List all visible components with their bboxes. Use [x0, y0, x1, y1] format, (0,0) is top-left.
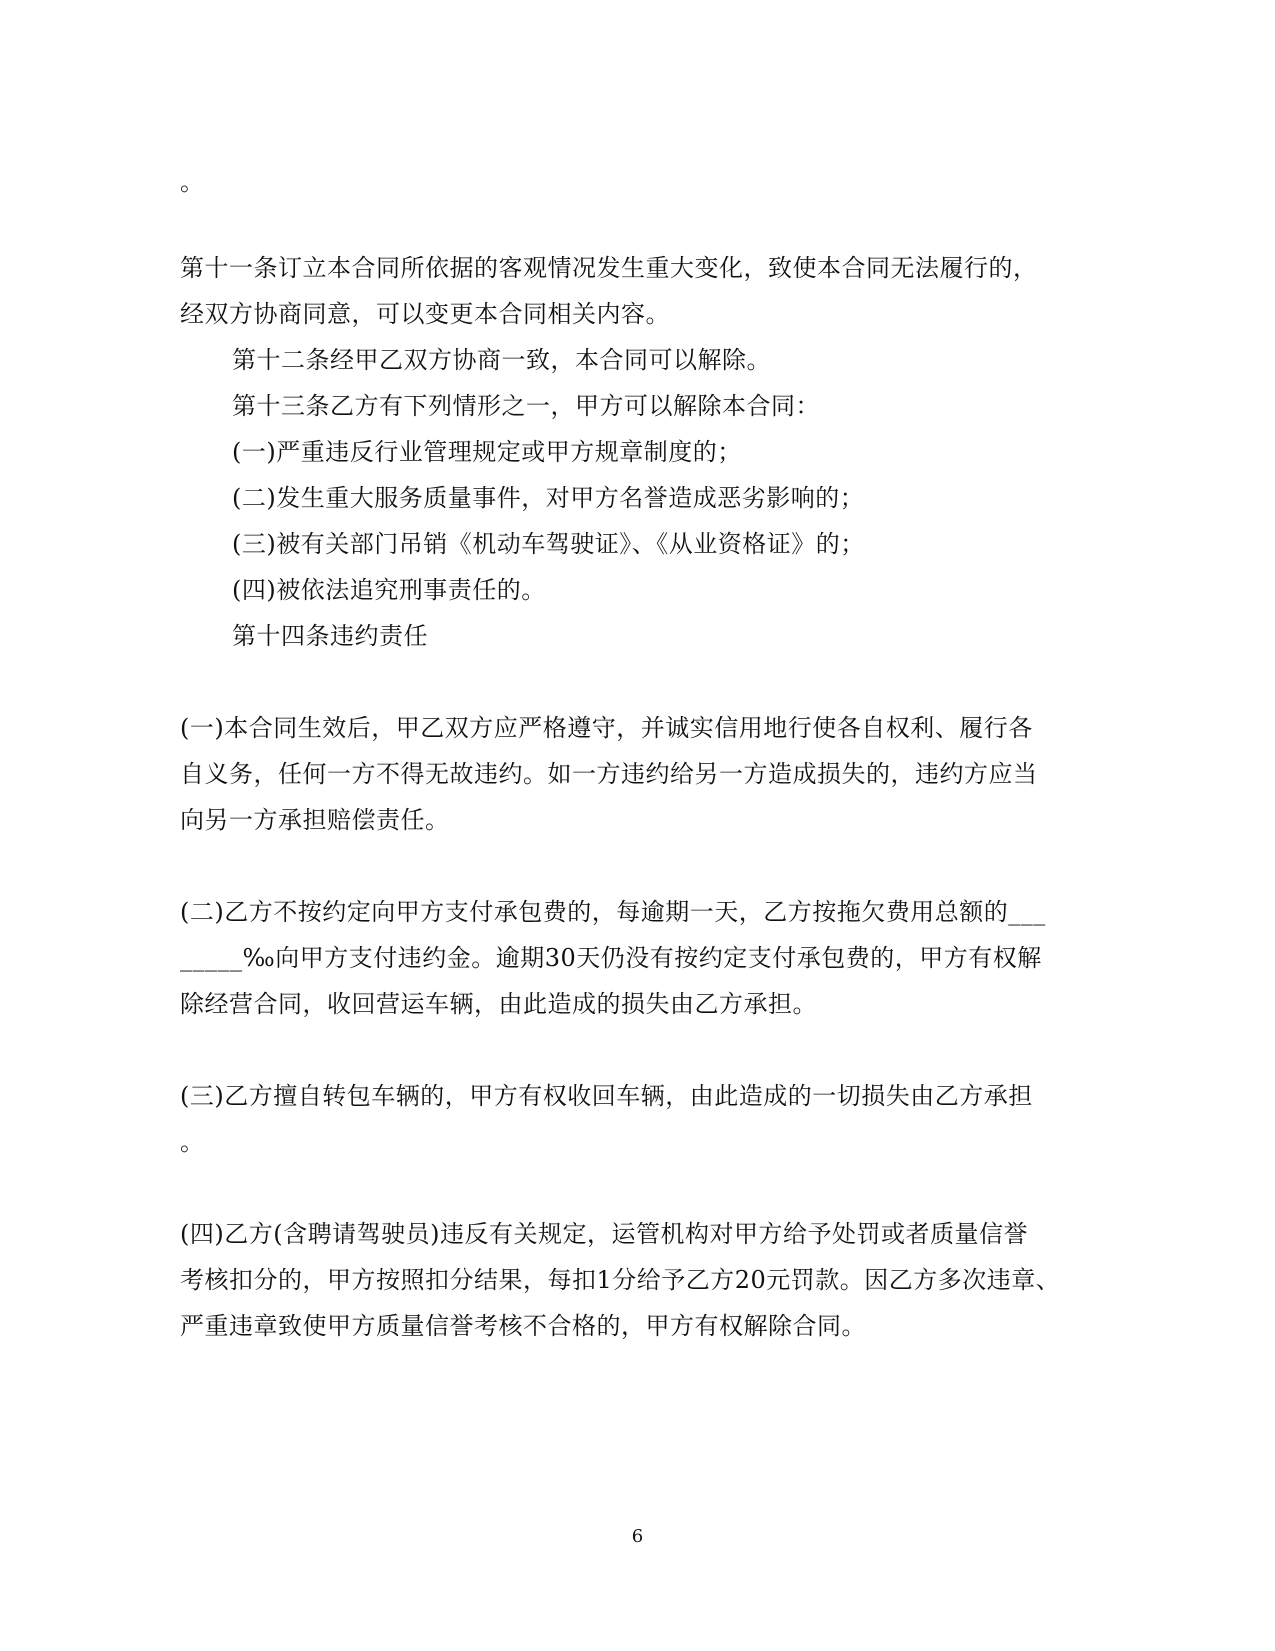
article-13-item-3: (三)被有关部门吊销《机动车驾驶证》、《从业资格证》的；: [232, 530, 865, 558]
page-number: 6: [631, 1526, 644, 1547]
article-13-item-4: (四)被依法追究刑事责任的。: [232, 576, 546, 604]
article-14-item-3-line-1: (三)乙方擅自转包车辆的，甲方有权收回车辆，由此造成的一切损失由乙方承担: [180, 1082, 1033, 1110]
article-11-line-1: 第十一条订立本合同所依据的客观情况发生重大变化，致使本合同无法履行的，: [180, 254, 1038, 282]
article-13-item-2: (二)发生重大服务质量事件，对甲方名誉造成恶劣影响的；: [232, 484, 865, 512]
article-11-line-2: 经双方协商同意，可以变更本合同相关内容。: [180, 300, 670, 328]
article-14-item-2-line-1: (二)乙方不按约定向甲方支付承包费的，每逾期一天，乙方按拖欠费用总额的___: [180, 898, 1046, 926]
text-line-fullstop: 。: [180, 168, 205, 196]
article-14-item-2-line-3: 除经营合同，收回营运车辆，由此造成的损失由乙方承担。: [180, 990, 817, 1018]
article-14-heading: 第十四条违约责任: [232, 622, 428, 650]
article-14-item-1-line-3: 向另一方承担赔偿责任。: [180, 806, 450, 834]
article-14-item-2-line-2: _____‰向甲方支付违约金。逾期30天仍没有按约定支付承包费的，甲方有权解: [180, 944, 1042, 972]
article-14-item-4-line-2: 考核扣分的，甲方按照扣分结果，每扣1分给予乙方20元罚款。因乙方多次违章、: [180, 1266, 1061, 1294]
article-13-item-1: (一)严重违反行业管理规定或甲方规章制度的；: [232, 438, 742, 466]
article-14-item-4-line-1: (四)乙方(含聘请驾驶员)违反有关规定，运管机构对甲方给予处罚或者质量信誉: [180, 1220, 1028, 1248]
article-12: 第十二条经甲乙双方协商一致，本合同可以解除。: [232, 346, 771, 374]
article-14-item-3-line-2: 。: [180, 1128, 205, 1156]
article-13-heading: 第十三条乙方有下列情形之一，甲方可以解除本合同：: [232, 392, 820, 420]
article-14-item-1-line-1: (一)本合同生效后，甲乙双方应严格遵守，并诚实信用地行使各自权利、履行各: [180, 714, 1033, 742]
article-14-item-1-line-2: 自义务，任何一方不得无故违约。如一方违约给另一方造成损失的，违约方应当: [180, 760, 1038, 788]
article-14-item-4-line-3: 严重违章致使甲方质量信誉考核不合格的，甲方有权解除合同。: [180, 1312, 866, 1340]
